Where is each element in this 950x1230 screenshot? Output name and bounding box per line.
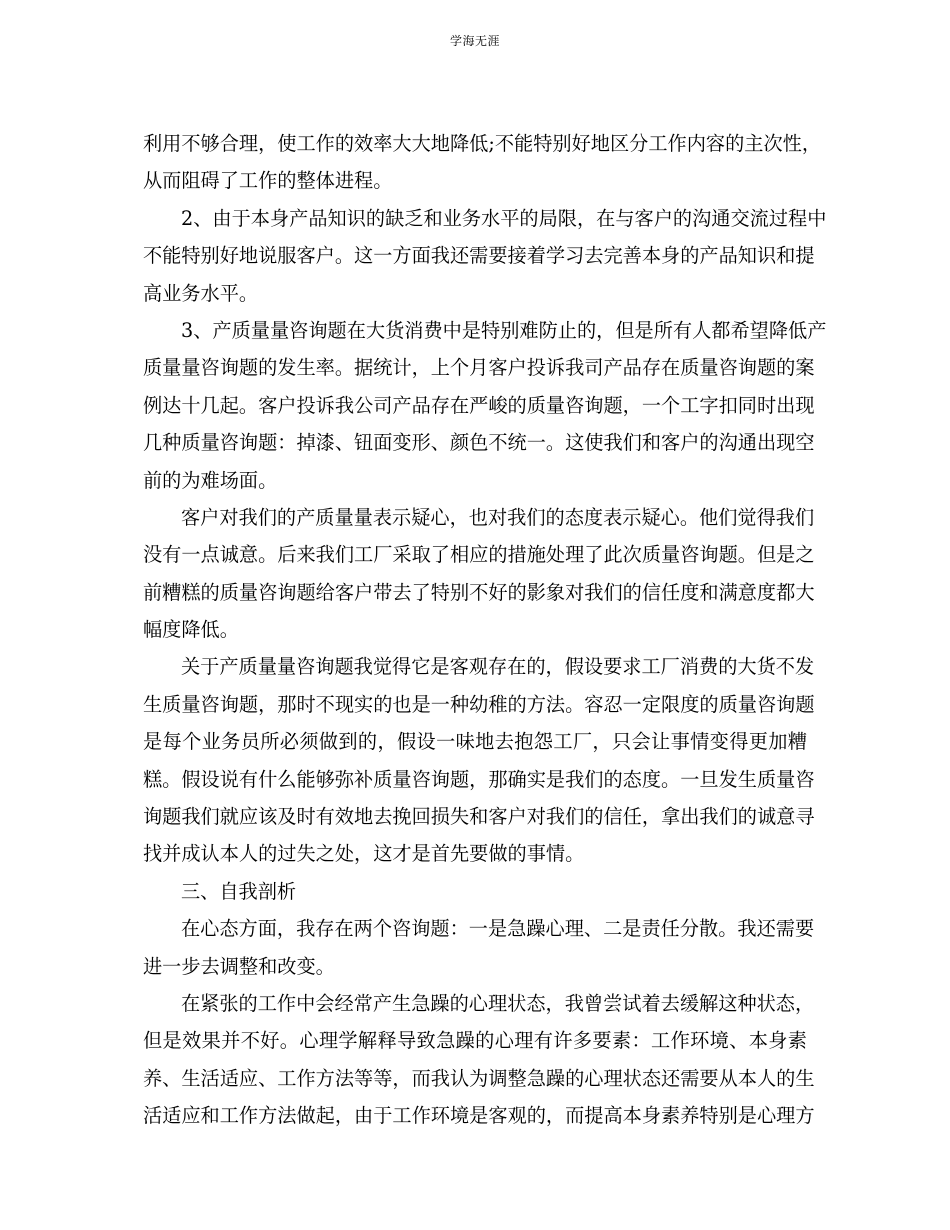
text-line: 是每个业务员所必须做到的，假设一味地去抱怨工厂，只会让事情变得更加糟: [143, 730, 807, 754]
page-header: 学海无涯: [449, 34, 500, 48]
text-line: 找并成认本人的过失之处，这才是首先要做的事情。: [143, 842, 585, 866]
text-line: 幅度降低。: [143, 618, 239, 642]
text-line: 几种质量咨询题：掉漆、钮面变形、颜色不统一。这使我们和客户的沟通出现空: [143, 431, 815, 455]
text-line: 3、产质量量咨询题在大货消费中是特别难防止的，但是所有人都希望降低产: [181, 318, 827, 342]
text-line: 在心态方面，我存在两个咨询题：一是急躁心理、二是责任分散。我还需要: [181, 917, 815, 941]
text-line: 利用不够合理，使工作的效率大大地降低;不能特别好地区分工作内容的主次性，: [143, 132, 822, 155]
text-line: 不能特别好地说服客户。这一方面我还需要接着学习去完善本身的产品知识和提: [143, 244, 815, 268]
text-line: 养、生活适应、工作方法等等，而我认为调整急躁的心理状态还需要从本人的生: [143, 1066, 815, 1090]
text-line: 从而阻碍了工作的整体进程。: [143, 169, 393, 193]
text-line: 例达十几起。客户投诉我公司产品存在严峻的质量咨询题，一个工字扣同时出现: [143, 393, 815, 417]
text-line: 糕。假设说有什么能够弥补质量咨询题，那确实是我们的态度。一旦发生质量咨: [143, 767, 815, 791]
text-line: 询题我们就应该及时有效地去挽回损失和客户对我们的信任，拿出我们的诚意寻: [143, 805, 815, 829]
document-body: [143, 125, 827, 1135]
text-line: 前糟糕的质量咨询题给客户带去了特别不好的影象对我们的信任度和满意度都大: [143, 580, 815, 604]
text-line: 客户对我们的产质量量表示疑心，也对我们的态度表示疑心。他们觉得我们: [181, 505, 815, 529]
text-line: 高业务水平。: [143, 281, 259, 305]
section-heading: 三、自我剖析: [181, 879, 297, 903]
text-line: 在紧张的工作中会经常产生急躁的心理状态，我曾尝试着去缓解这种状态，: [181, 991, 815, 1015]
text-line: 关于产质量量咨询题我觉得它是客观存在的，假设要求工厂消费的大货不发: [181, 655, 815, 679]
text-line: 生质量咨询题，那时不现实的也是一种幼稚的方法。容忍一定限度的质量咨询题: [143, 692, 815, 716]
text-line: 活适应和工作方法做起，由于工作环境是客观的，而提高本身素养特别是心理方: [143, 1104, 815, 1128]
text-line: 质量量咨询题的发生率。据统计，上个月客户投诉我司产品存在质量咨询题的案: [143, 356, 815, 380]
text-line: 2、由于本身产品知识的缺乏和业务水平的局限，在与客户的沟通交流过程中: [181, 206, 827, 230]
text-line: 没有一点诚意。后来我们工厂采取了相应的措施处理了此次质量咨询题。但是之: [143, 543, 815, 567]
text-line: 进一步去调整和改变。: [143, 954, 335, 978]
text-line: 前的为难场面。: [143, 468, 278, 492]
text-line: 但是效果并不好。心理学解释导致急躁的心理有许多要素：工作环境、本身素: [143, 1029, 807, 1053]
